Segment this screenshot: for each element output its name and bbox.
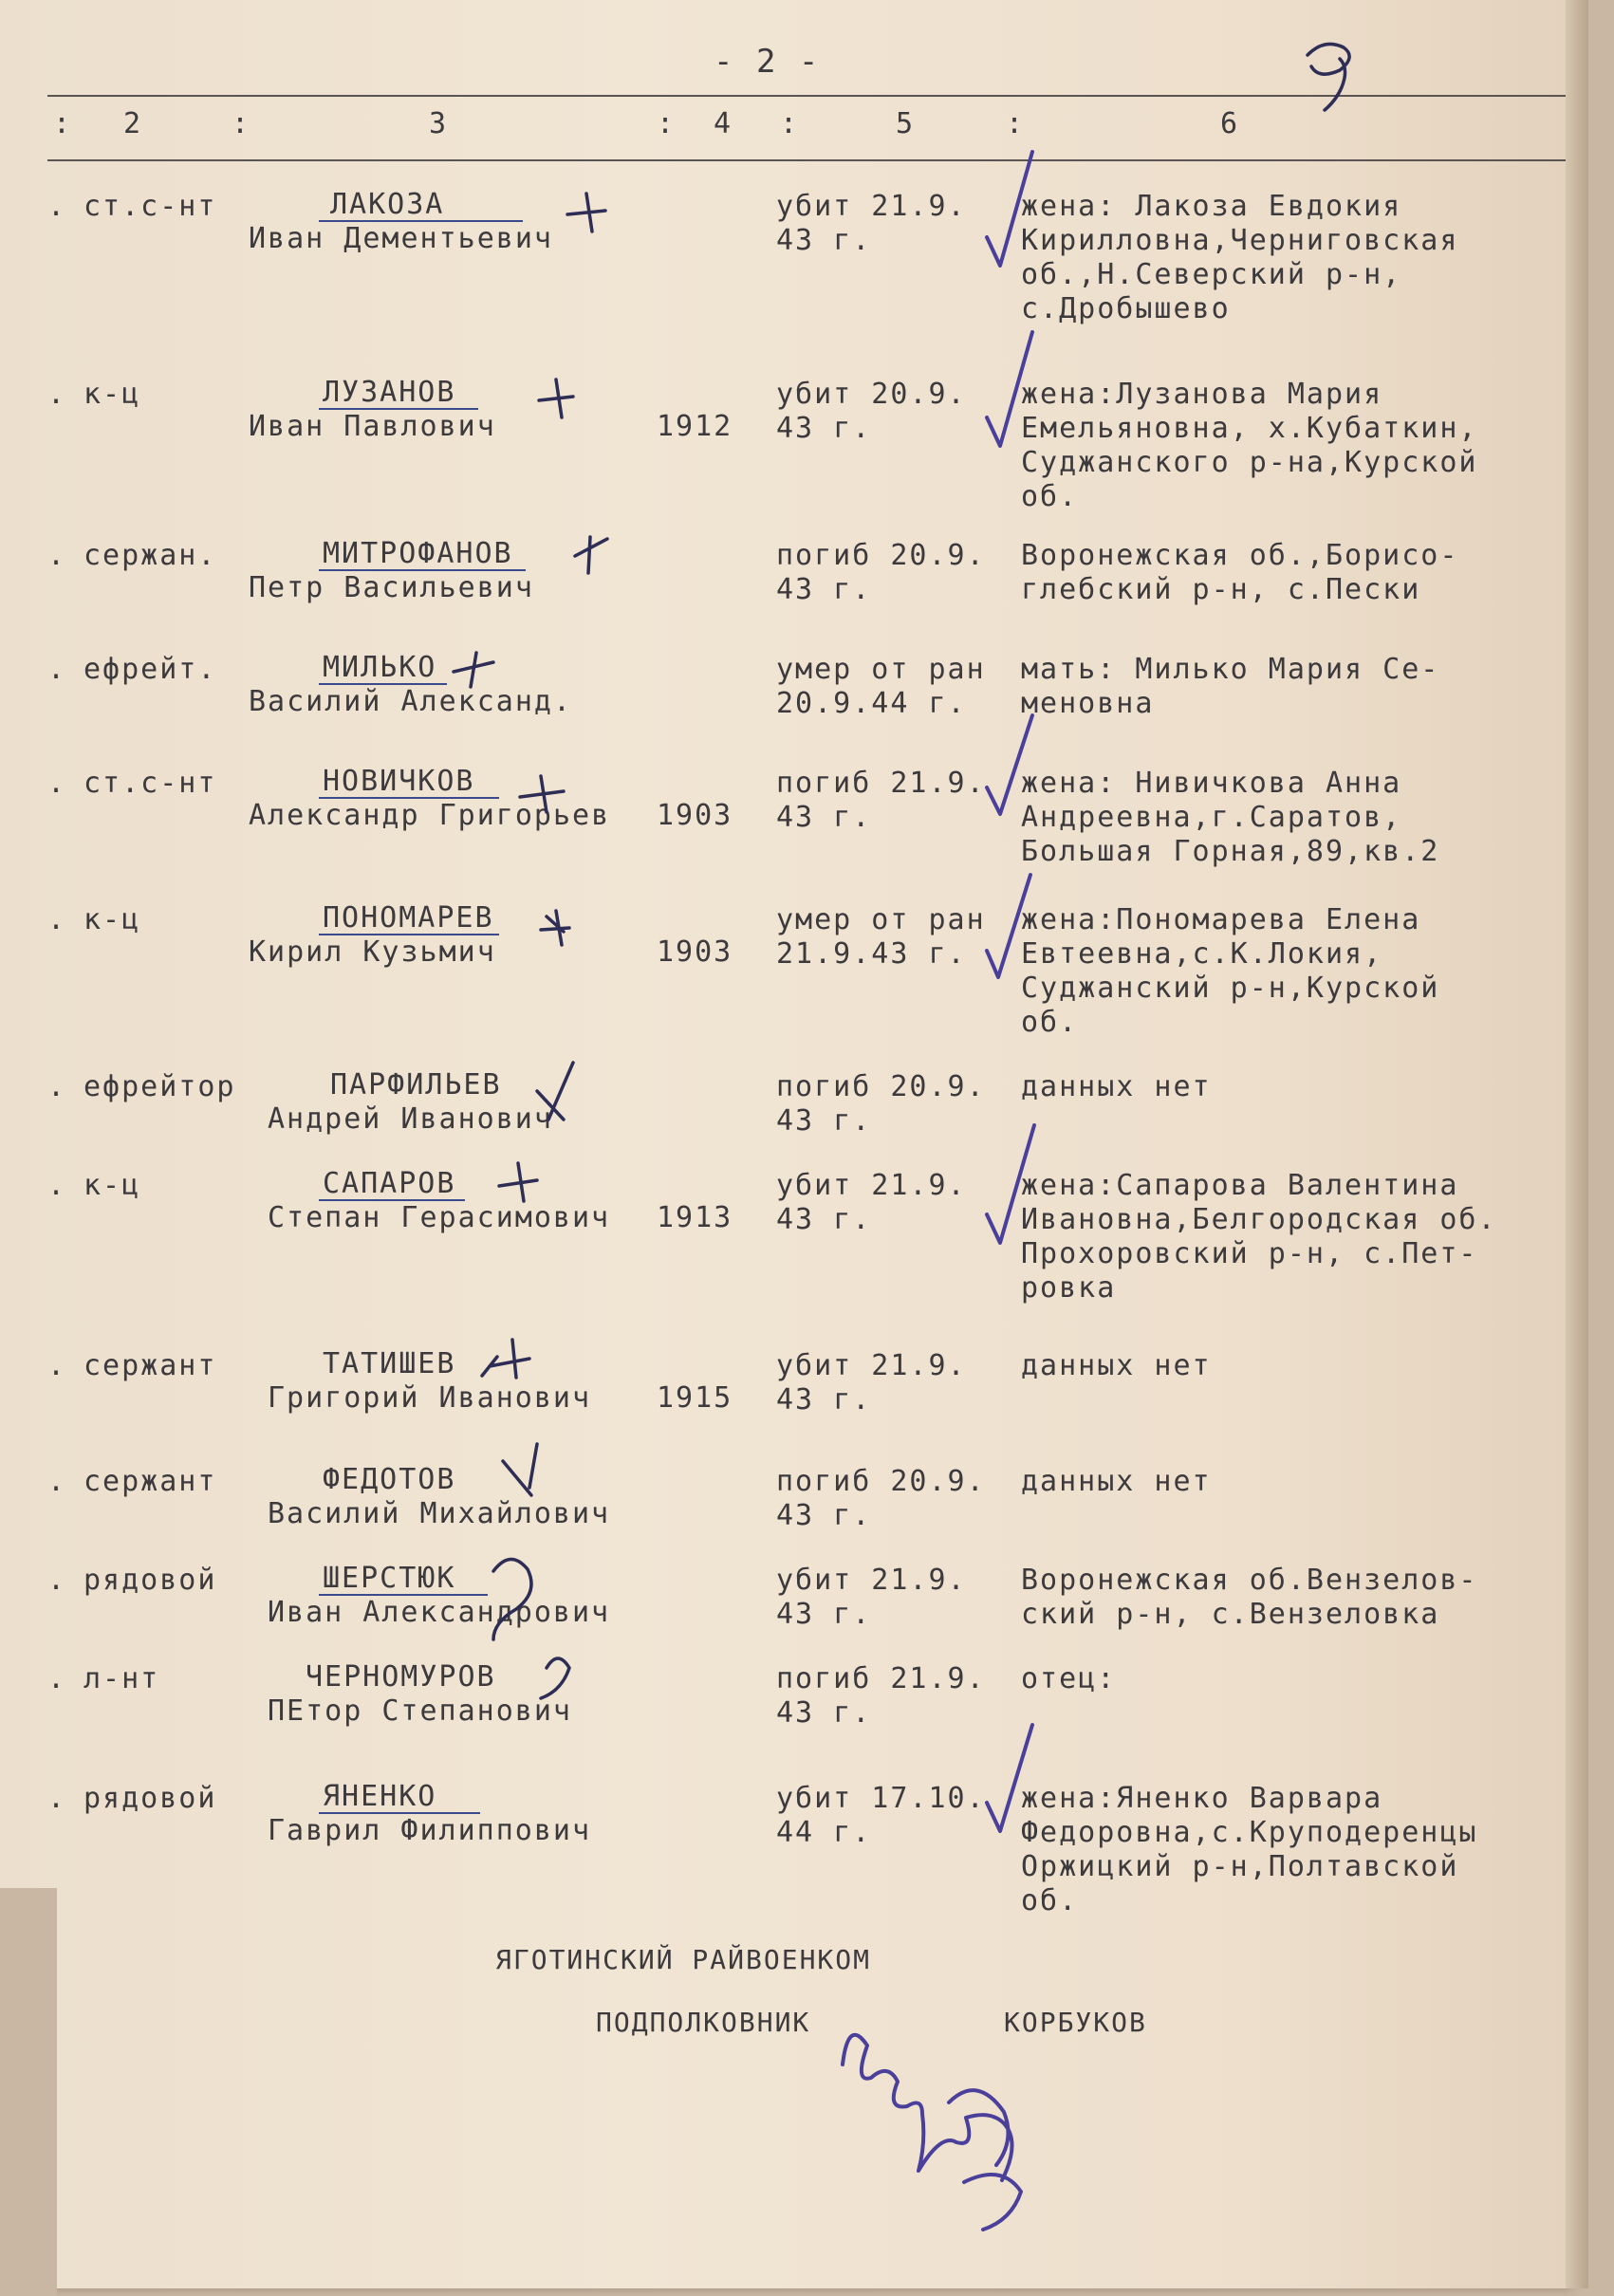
footer-surname: КОРБУКОВ [1004, 2007, 1147, 2038]
record-fate: убит 21.9. [776, 190, 967, 223]
record-surname: ЯНЕНКО [323, 1780, 437, 1813]
record-rank: ст.с-нт [83, 190, 217, 223]
page-number: - 2 - [714, 43, 821, 81]
record-fate: 43 г. [776, 1598, 872, 1631]
record-surname: САПАРОВ [323, 1167, 456, 1200]
record-full-name: Иван Александрович [268, 1596, 611, 1629]
surname-underline [319, 1199, 465, 1201]
record-number: . [47, 1662, 67, 1695]
record-fate: погиб 21.9. [776, 767, 986, 800]
record-birth-year: 1915 [657, 1381, 733, 1415]
record-full-name: Григорий Иванович [268, 1381, 592, 1415]
record-surname: НОВИЧКОВ [323, 765, 475, 798]
record-relatives: жена:Лузанова Мария [1021, 378, 1383, 411]
record-relatives: жена:Сапарова Валентина [1021, 1169, 1459, 1202]
record-full-name: ПЕтор Степанович [268, 1694, 572, 1728]
header-col-5: 5 [896, 107, 916, 140]
record-number: . [47, 1169, 67, 1202]
record-fate: погиб 20.9. [776, 539, 986, 572]
record-relatives: меновна [1021, 687, 1155, 720]
record-surname: ЧЕРНОМУРОВ [306, 1660, 496, 1694]
record-relatives: отец: [1021, 1662, 1117, 1695]
record-surname: ЛАКОЗА [330, 188, 445, 221]
record-relatives: Андреевна,г.Саратов, [1021, 801, 1402, 834]
record-fate: погиб 20.9. [776, 1070, 986, 1103]
record-relatives: об. [1021, 1006, 1079, 1039]
record-relatives: с.Дробышево [1021, 292, 1231, 325]
record-surname: МИТРОФАНОВ [323, 537, 513, 570]
record-relatives: Большая Горная,89,кв.2 [1021, 835, 1440, 868]
record-relatives: жена: Нивичкова Анна [1021, 767, 1402, 800]
record-fate: 43 г. [776, 573, 872, 606]
record-surname: ФЕДОТОВ [323, 1463, 456, 1496]
record-number: . [47, 378, 67, 411]
record-rank: л-нт [83, 1662, 160, 1695]
record-rank: сержан. [83, 539, 217, 572]
record-fate: 44 г. [776, 1816, 872, 1849]
record-fate: погиб 21.9. [776, 1662, 986, 1695]
record-relatives: об. [1021, 1884, 1079, 1917]
record-number: . [47, 1349, 67, 1382]
record-relatives: жена:Пономарева Елена [1021, 903, 1421, 936]
record-fate: убит 21.9. [776, 1349, 967, 1382]
record-fate: 21.9.43 г. [776, 937, 967, 971]
record-number: . [47, 1564, 67, 1597]
record-fate: убит 21.9. [776, 1169, 967, 1202]
record-full-name: Андрей Иванович [268, 1102, 553, 1136]
header-col-sep-5: : [1006, 107, 1026, 140]
record-relatives: Евтеевна,с.К.Локия, [1021, 937, 1383, 971]
record-full-name: Иван Дементьевич [249, 222, 553, 255]
record-fate: 43 г. [776, 1696, 872, 1730]
signature [843, 2035, 1012, 2180]
record-number: . [47, 539, 67, 572]
record-fate: 43 г. [776, 224, 872, 257]
record-birth-year: 1912 [657, 410, 733, 443]
record-rank: к-ц [83, 903, 141, 936]
record-rank: сержант [83, 1349, 217, 1382]
surname-underline [319, 408, 478, 410]
header-col-2: 2 [123, 107, 143, 140]
paper-edge [1566, 0, 1588, 2288]
header-col-sep-3: : [657, 107, 677, 140]
record-relatives: данных нет [1021, 1349, 1212, 1382]
record-fate: 43 г. [776, 1499, 872, 1532]
record-relatives: Суджанский р-н,Курской [1021, 972, 1440, 1005]
record-relatives: данных нет [1021, 1465, 1212, 1498]
record-rank: ефрейт. [83, 653, 217, 686]
record-full-name: Петр Васильевич [249, 571, 534, 604]
surname-underline [319, 220, 523, 222]
header-top-rule [47, 95, 1566, 97]
surname-underline [319, 1594, 488, 1596]
record-number: . [47, 190, 67, 223]
record-relatives: Прохоровский р-н, с.Пет- [1021, 1237, 1478, 1270]
record-birth-year: 1913 [657, 1201, 733, 1234]
record-fate: умер от ран [776, 903, 986, 936]
record-fate: 43 г. [776, 1383, 872, 1416]
record-rank: к-ц [83, 1169, 141, 1202]
record-surname: ЛУЗАНОВ [323, 376, 456, 409]
record-full-name: Степан Герасимович [268, 1201, 611, 1234]
record-fate: 43 г. [776, 1104, 872, 1138]
corner-page-mark [1308, 44, 1349, 110]
record-relatives: об.,Н.Северский р-н, [1021, 258, 1402, 291]
record-fate: погиб 20.9. [776, 1465, 986, 1498]
header-col-sep-1: : [53, 107, 73, 140]
record-relatives: жена:Яненко Варвара [1021, 1782, 1383, 1815]
record-rank: ефрейтор [83, 1070, 236, 1103]
record-relatives: Федоровна,с.Круподеренцы [1021, 1816, 1478, 1849]
header-col-4: 4 [714, 107, 733, 140]
record-relatives: Кирилловна,Черниговская [1021, 224, 1459, 257]
record-relatives: ский р-н, с.Вензеловка [1021, 1598, 1440, 1631]
header-col-6: 6 [1220, 107, 1240, 140]
record-full-name: Александр Григорьев [249, 799, 611, 832]
record-fate: убит 20.9. [776, 378, 967, 411]
record-number: . [47, 1465, 67, 1498]
record-number: . [47, 653, 67, 686]
record-rank: рядовой [83, 1564, 217, 1597]
record-relatives: Воронежская об.,Борисо- [1021, 539, 1459, 572]
header-col-sep-4: : [780, 107, 800, 140]
record-surname: ПАРФИЛЬЕВ [330, 1068, 502, 1102]
footer-office: ЯГОТИНСКИЙ РАЙВОЕНКОМ [495, 1944, 872, 1975]
record-number: . [47, 903, 67, 936]
record-birth-year: 1903 [657, 799, 733, 832]
record-number: . [47, 1070, 67, 1103]
record-fate: умер от ран [776, 653, 986, 686]
record-fate: 43 г. [776, 801, 872, 834]
record-full-name: Гаврил Филиппович [268, 1814, 592, 1847]
record-full-name: Василий Михайлович [268, 1497, 611, 1530]
record-rank: ст.с-нт [83, 767, 217, 800]
record-surname: ТАТИШЕВ [323, 1347, 456, 1380]
surname-underline [319, 569, 526, 571]
record-number: . [47, 767, 67, 800]
record-surname: ШЕРСТЮК [323, 1562, 456, 1595]
header-col-sep-2: : [232, 107, 251, 140]
record-fate: убит 17.10. [776, 1782, 986, 1815]
surname-underline [319, 1812, 480, 1814]
record-relatives: Оржицкий р-н,Полтавской [1021, 1850, 1459, 1883]
record-fate: 43 г. [776, 412, 872, 445]
header-col-3: 3 [429, 107, 449, 140]
record-relatives: Воронежская об.Вензелов- [1021, 1564, 1478, 1597]
record-rank: сержант [83, 1465, 217, 1498]
record-rank: рядовой [83, 1782, 217, 1815]
record-full-name: Кирил Кузьмич [249, 935, 496, 969]
record-relatives: Ивановна,Белгородская об. [1021, 1203, 1497, 1236]
record-relatives: мать: Милько Мария Се- [1021, 653, 1440, 686]
record-full-name: Иван Павлович [249, 410, 496, 443]
record-relatives: об. [1021, 480, 1079, 513]
record-surname: ПОНОМАРЕВ [323, 901, 494, 935]
record-surname: МИЛЬКО [323, 651, 437, 684]
record-fate: 43 г. [776, 1203, 872, 1236]
record-relatives: данных нет [1021, 1070, 1212, 1103]
record-relatives: ровка [1021, 1271, 1117, 1305]
record-fate: убит 21.9. [776, 1564, 967, 1597]
record-relatives: жена: Лакоза Евдокия [1021, 190, 1402, 223]
footer-rank: ПОДПОЛКОВНИК [596, 2007, 811, 2038]
record-number: . [47, 1782, 67, 1815]
surname-underline [319, 797, 499, 799]
torn-corner [0, 1888, 57, 2296]
signature-flourish [964, 2175, 1021, 2230]
record-rank: к-ц [83, 378, 141, 411]
header-bottom-rule [47, 159, 1566, 161]
record-relatives: Суджанского р-на,Курской [1021, 446, 1478, 479]
record-birth-year: 1903 [657, 935, 733, 969]
record-relatives: Емельяновна, х.Кубаткин, [1021, 412, 1478, 445]
record-fate: 20.9.44 г. [776, 687, 967, 720]
record-full-name: Василий Александ. [249, 685, 573, 718]
surname-underline [319, 934, 499, 935]
surname-underline [319, 683, 447, 685]
record-relatives: глебский р-н, с.Пески [1021, 573, 1421, 606]
